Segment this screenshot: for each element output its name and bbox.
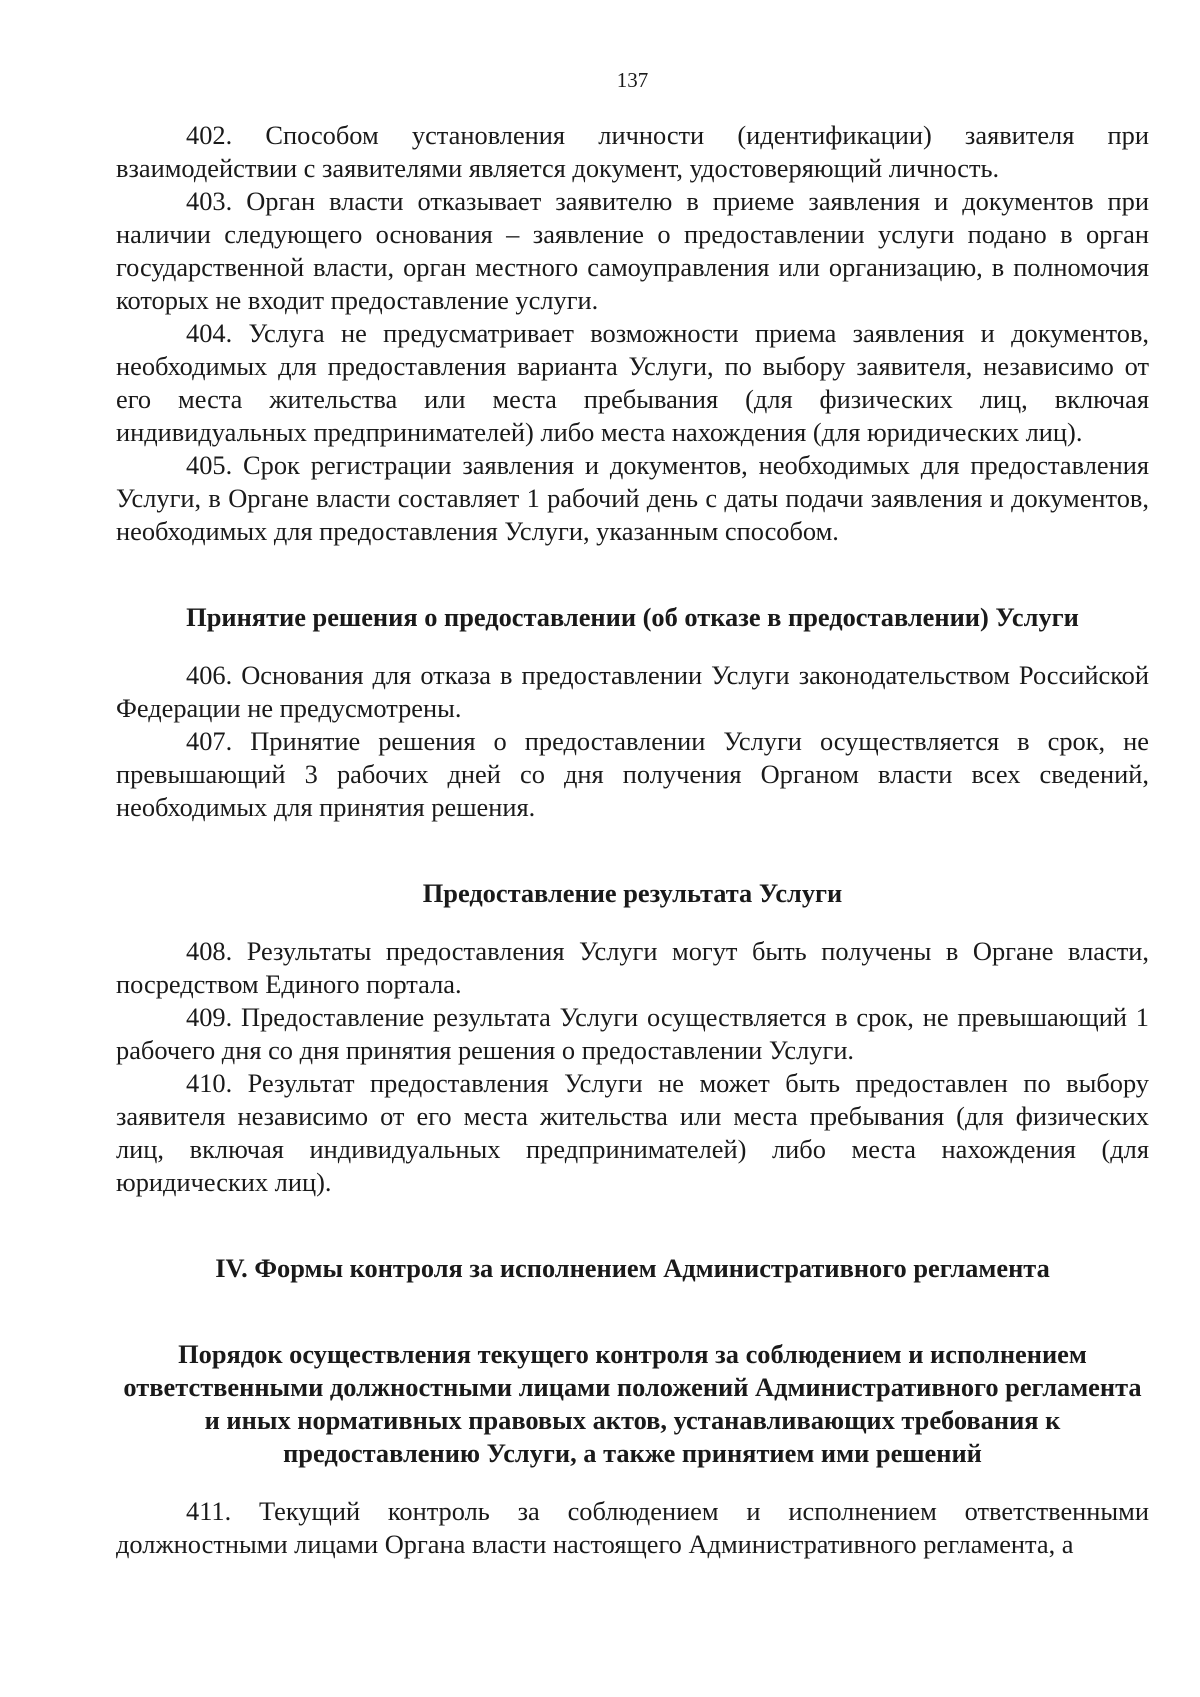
spacer — [116, 910, 1149, 935]
paragraph-405: 405. Срок регистрации заявления и документов, необходимых для предоставления Услуги, в Органе власти составляет 1 рабочий день с даты подачи заявления и документов, необходимых для предоставления Услуги, указанным способом. — [116, 450, 1149, 546]
paragraph-407: 407. Принятие решения о предоставлении Услуги осуществляется в срок, не превышающий 3 рабочих дней со дня получения Органом власти всех сведений, необходимых для принятия решения. — [116, 726, 1149, 822]
heading-current-control: Порядок осуществления текущего контроля за соблюдением и исполнением ответственными должностными лицами положений Административного регламента и иных нормативных правовых актов, устанавливающих требования к предоставлению Услуги, а также принятием ими решений — [123, 1339, 1142, 1468]
paragraph-408: 408. Результаты предоставления Услуги могут быть получены в Органе власти, посредством Единого портала. — [116, 936, 1149, 999]
paragraph-404: 404. Услуга не предусматривает возможности приема заявления и документов, необходимых для предоставления варианта Услуги, по выбору заявителя, независимо от его места жительства или места пребывания (для физических лиц, включая индивидуальных предпринимателей) либо места нахождения (для юридических лиц). — [116, 318, 1149, 447]
spacer — [116, 824, 1149, 877]
page-number: 137 — [616, 68, 649, 92]
paragraph-409: 409. Предоставление результата Услуги осуществляется в срок, не превышающий 1 рабочего дня со дня принятия решения о предоставлении Услуги. — [116, 1002, 1149, 1065]
heading-section-4: IV. Формы контроля за исполнением Административного регламента — [215, 1253, 1050, 1283]
spacer — [116, 1199, 1149, 1252]
spacer — [116, 548, 1149, 601]
paragraph-410: 410. Результат предоставления Услуги не может быть предоставлен по выбору заявителя независимо от его места жительства или места пребывания (для физических лиц, включая индивидуальных предпринимателей) либо места нахождения (для юридических лиц). — [116, 1068, 1149, 1197]
heading-decision: Принятие решения о предоставлении (об отказе в предоставлении) Услуги — [186, 602, 1079, 632]
paragraph-402: 402. Способом установления личности (идентификации) заявителя при взаимодействии с заявителями является документ, удостоверяющий личность. — [116, 120, 1149, 183]
spacer — [116, 634, 1149, 659]
document-body — [116, 119, 1149, 1561]
paragraph-406: 406. Основания для отказа в предоставлении Услуги законодательством Российской Федерации не предусмотрены. — [116, 660, 1149, 723]
heading-result: Предоставление результата Услуги — [422, 878, 843, 908]
paragraph-411: 411. Текущий контроль за соблюдением и исполнением ответственными должностными лицами Органа власти настоящего Административного регламента, а — [116, 1496, 1149, 1559]
paragraph-403: 403. Орган власти отказывает заявителю в приеме заявления и документов при наличии следующего основания – заявление о предоставлении услуги подано в орган государственной власти, орган местного самоуправления или организацию, в полномочия которых не входит предоставление услуги. — [116, 186, 1149, 315]
spacer — [116, 1285, 1149, 1338]
spacer — [116, 1470, 1149, 1495]
